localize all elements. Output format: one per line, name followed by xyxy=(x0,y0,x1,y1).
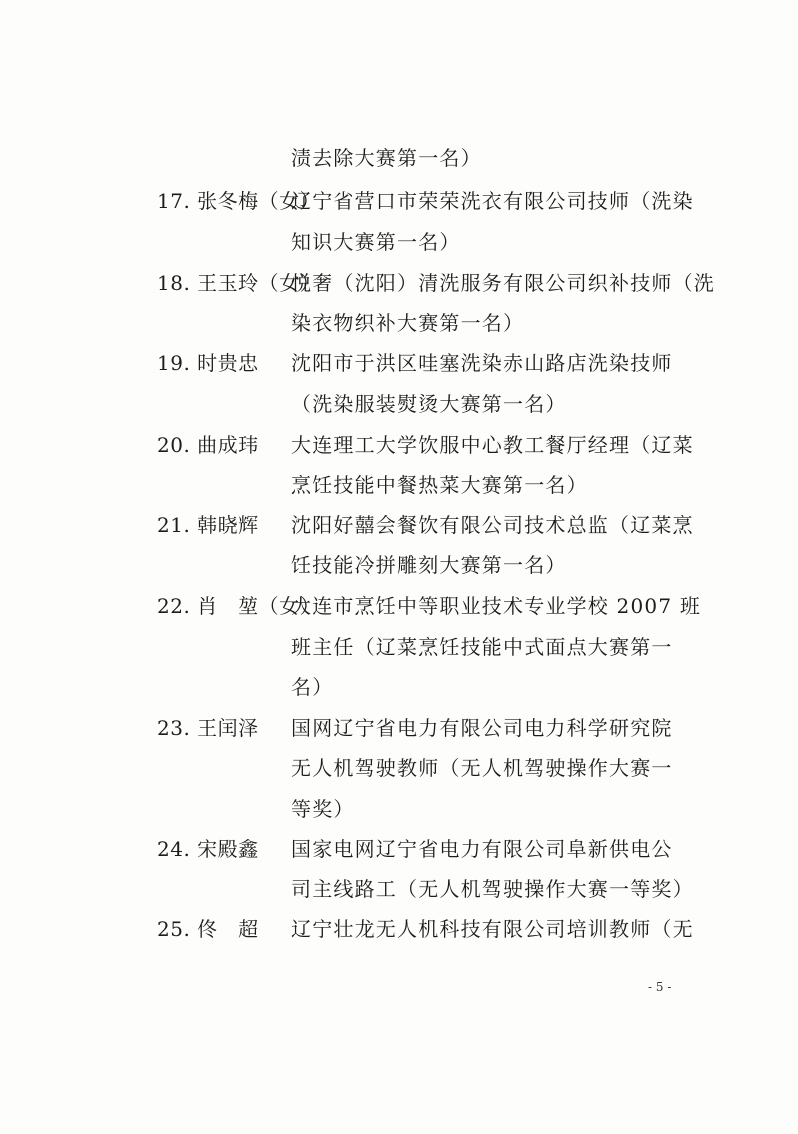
list-line xyxy=(0,586,798,626)
list-line xyxy=(0,222,798,262)
list-line xyxy=(0,789,798,829)
entry-description: 班主任（辽菜烹饪技能中式面点大赛第一 xyxy=(291,635,673,659)
list-line xyxy=(0,667,798,707)
entry-description: 等奖） xyxy=(291,797,355,821)
entry-description: 渍去除大赛第一名） xyxy=(291,146,482,170)
list-line xyxy=(0,829,798,869)
entry-number-name: 21. 韩晓辉 xyxy=(157,513,259,537)
list-line xyxy=(0,748,798,788)
list-line xyxy=(0,545,798,585)
entry-description: 国家电网辽宁省电力有限公司阜新供电公 xyxy=(291,837,673,861)
entry-number-name: 17. 张冬梅（女） xyxy=(157,189,321,213)
list-line xyxy=(0,627,798,667)
list-line xyxy=(0,384,798,424)
entry-description: 大连市烹饪中等职业技术专业学校 2007 班 xyxy=(291,594,702,618)
list-line xyxy=(0,708,798,748)
list-line xyxy=(0,303,798,343)
entry-description: 饪技能冷拼雕刻大赛第一名） xyxy=(291,553,567,577)
list-line xyxy=(0,909,798,949)
entry-description: 沈阳市于洪区哇塞洗染赤山路店洗染技师 xyxy=(291,351,673,375)
entry-number-name: 20. 曲成玮 xyxy=(157,433,259,457)
entry-description: 国网辽宁省电力有限公司电力科学研究院 xyxy=(291,716,673,740)
list-line xyxy=(0,138,798,178)
entry-description: 悦奢（沈阳）清洗服务有限公司织补技师（洗 xyxy=(291,271,715,295)
list-line xyxy=(0,343,798,383)
list-line xyxy=(0,263,798,303)
entry-number-name: 25. 佟 超 xyxy=(157,917,259,941)
page-number: - 5 - xyxy=(648,980,672,994)
entry-number-name: 19. 时贵忠 xyxy=(157,351,259,375)
list-line xyxy=(0,465,798,505)
entry-description: 烹饪技能中餐热菜大赛第一名） xyxy=(291,473,588,497)
entry-description: 知识大赛第一名） xyxy=(291,230,461,254)
entry-number-name: 22. 肖 堃（女） xyxy=(157,594,321,618)
entry-description: 无人机驾驶教师（无人机驾驶操作大赛一 xyxy=(291,756,673,780)
entry-description: （洗染服装熨烫大赛第一名） xyxy=(291,392,567,416)
list-line xyxy=(0,181,798,221)
entry-description: 名） xyxy=(291,675,334,699)
entry-description: 辽宁省营口市荣荣洗衣有限公司技师（洗染 xyxy=(291,189,694,213)
entry-description: 大连理工大学饮服中心教工餐厅经理（辽菜 xyxy=(291,433,694,457)
list-line xyxy=(0,425,798,465)
entry-description: 辽宁壮龙无人机科技有限公司培训教师（无 xyxy=(291,917,694,941)
entry-description: 司主线路工（无人机驾驶操作大赛一等奖） xyxy=(291,877,694,901)
list-line xyxy=(0,505,798,545)
entry-number-name: 24. 宋殿鑫 xyxy=(157,837,259,861)
list-line xyxy=(0,869,798,909)
entry-number-name: 18. 王玉玲（女） xyxy=(157,271,321,295)
entry-number-name: 23. 王闰泽 xyxy=(157,716,259,740)
entry-description: 沈阳好囍会餐饮有限公司技术总监（辽菜烹 xyxy=(291,513,694,537)
entry-description: 染衣物织补大赛第一名） xyxy=(291,311,525,335)
